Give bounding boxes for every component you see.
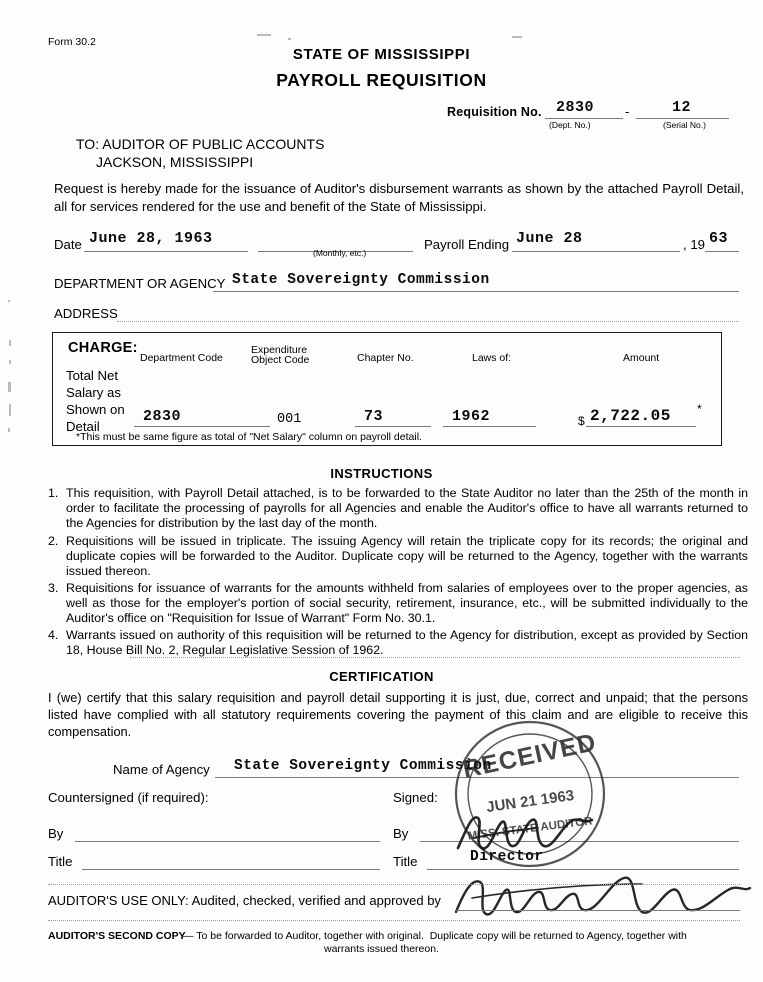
charge-rule-laws-of bbox=[443, 426, 536, 427]
scan-speck bbox=[288, 38, 291, 40]
agency-name-rule bbox=[215, 777, 739, 778]
charge-rule-amount bbox=[586, 426, 696, 427]
column-header-amount: Amount bbox=[623, 352, 660, 364]
charge-value-amount: 2,722.05 bbox=[590, 407, 671, 425]
instruction-text: Warrants issued on authority of this requisition will be returned to the Agency for distribution, except as provided by Section 18, House Bill No. 2, Regular Legislative Session of 1962. bbox=[66, 628, 748, 658]
payroll-ending-rule bbox=[512, 251, 680, 252]
scan-speck bbox=[8, 300, 10, 302]
scan-speck bbox=[512, 36, 522, 38]
scan-speck bbox=[8, 382, 11, 392]
instruction-item bbox=[48, 534, 748, 580]
instruction-number: 2. bbox=[48, 534, 59, 548]
title-label-left: Title bbox=[48, 854, 73, 869]
instruction-item bbox=[48, 628, 748, 658]
title-rule-left bbox=[82, 869, 380, 870]
requisition-dept-rule bbox=[545, 118, 623, 119]
dollar-sign: $ bbox=[578, 414, 585, 428]
scan-speck bbox=[9, 360, 11, 364]
instruction-text: Requisitions will be issued in triplicate. The issuing Agency will retain the triplicate copy for its records; the original and duplicate copies will be forwarded to the Auditor. Duplicate copy will be returned to the Agency, together with the warrants issued thereon. bbox=[66, 534, 748, 579]
date-value: June 28, 1963 bbox=[89, 230, 213, 247]
auditor-second-copy-text: — To be forwarded to Auditor, together with original. Duplicate copy will be returned to Agency, together with bbox=[183, 930, 687, 942]
title-label-right: Title bbox=[393, 854, 418, 869]
by-label-right: By bbox=[393, 826, 409, 841]
scan-speck bbox=[257, 34, 271, 36]
auditor-top-divider bbox=[48, 884, 740, 885]
addressee-line-1: TO: AUDITOR OF PUBLIC ACCOUNTS bbox=[76, 136, 325, 152]
instruction-item bbox=[48, 581, 748, 627]
instruction-item bbox=[48, 486, 748, 532]
requisition-serial-no: 12 bbox=[672, 99, 692, 116]
department-rule bbox=[213, 291, 739, 292]
by-rule-left bbox=[75, 841, 380, 842]
amount-asterisk: * bbox=[697, 402, 702, 416]
svg-text:JUN 21 1963: JUN 21 1963 bbox=[485, 786, 576, 817]
charge-box bbox=[52, 332, 722, 446]
scan-speck bbox=[9, 340, 11, 346]
instruction-number: 1. bbox=[48, 486, 59, 500]
charge-rule-department-code bbox=[134, 426, 270, 427]
year-rule bbox=[705, 251, 739, 252]
charge-stub-line-4: Detail bbox=[66, 419, 100, 434]
column-header-chapter-no: Chapter No. bbox=[357, 352, 414, 364]
auditor-use-only-label: AUDITOR'S USE ONLY: Audited, checked, verified and approved by bbox=[48, 893, 441, 908]
by-rule-right bbox=[420, 841, 739, 842]
signed-label: Signed: bbox=[393, 790, 438, 805]
date-label: Date bbox=[54, 237, 82, 252]
auditor-second-copy-label: AUDITOR'S SECOND COPY bbox=[48, 930, 186, 942]
scan-speck bbox=[8, 428, 10, 432]
received-stamp-icon bbox=[452, 718, 608, 870]
monthly-sublabel: (Monthly, etc.) bbox=[313, 248, 367, 258]
svg-text:RECEIVED: RECEIVED bbox=[460, 728, 599, 784]
column-header-expenditure-line-2: Object Code bbox=[251, 354, 310, 366]
auditor-bottom-divider bbox=[48, 920, 740, 921]
charge-rule-chapter-no bbox=[355, 426, 431, 427]
auditor-approved-rule bbox=[455, 910, 740, 911]
requisition-dept-no: 2830 bbox=[556, 99, 595, 116]
instruction-text: Requisitions for issuance of warrants for the amounts withheld from salaries of employees over to the proper agencies, as well as those for the employer's portion of social security, retirement, insurance, etc., will be submitted individually to the Auditor's office on "Requisition for Issue of Warrant" Form No. 30.1. bbox=[66, 581, 748, 626]
certification-paragraph: I (we) certify that this salary requisition and payroll detail supporting it is just, due, correct and unpaid; that the persons listed have complied with all statutory requirements covering the payment of this claim and are eligible to receive this compensation. bbox=[48, 690, 748, 739]
instruction-text: This requisition, with Payroll Detail attached, is to be forwarded to the State Auditor no later than the 25th of the month in order to facilitate the processing of payrolls for all Agencies and enable the Auditor's office to have all warrants returned to the Agencies for distribution by the last day of the month. bbox=[66, 486, 748, 531]
column-header-laws-of: Laws of: bbox=[472, 352, 512, 364]
title-rule-right bbox=[427, 869, 739, 870]
department-label: DEPARTMENT OR AGENCY bbox=[54, 276, 226, 291]
requisition-serial-sublabel: (Serial No.) bbox=[663, 120, 706, 130]
addressee-line-2: JACKSON, MISSISSIPPI bbox=[96, 154, 254, 170]
charge-footnote: *This must be same figure as total of "Net Salary" column on payroll detail. bbox=[76, 431, 422, 443]
agency-name-value: State Sovereignty Commission bbox=[234, 758, 492, 774]
auditor-second-copy-text-line-2: warrants issued thereon. bbox=[324, 943, 439, 955]
instructions-heading: INSTRUCTIONS bbox=[330, 466, 433, 481]
requisition-dash: - bbox=[625, 104, 630, 119]
payroll-ending-value: June 28 bbox=[516, 230, 583, 247]
instruction-number: 4. bbox=[48, 628, 59, 642]
department-value: State Sovereignty Commission bbox=[232, 272, 490, 288]
requisition-dept-sublabel: (Dept. No.) bbox=[549, 120, 591, 130]
charge-value-laws-of: 1962 bbox=[452, 408, 491, 425]
requisition-serial-rule bbox=[636, 118, 729, 119]
form-number: Form 30.2 bbox=[48, 36, 96, 48]
charge-stub-line-3: Shown on bbox=[66, 402, 125, 417]
year-value: 63 bbox=[709, 230, 729, 247]
column-header-department-code: Department Code bbox=[140, 352, 223, 364]
requisition-label: Requisition No. bbox=[447, 105, 542, 119]
certification-heading: CERTIFICATION bbox=[329, 669, 434, 684]
address-rule bbox=[117, 321, 739, 322]
scan-speck bbox=[9, 404, 11, 416]
address-label: ADDRESS bbox=[54, 306, 118, 321]
agency-name-label: Name of Agency bbox=[113, 762, 210, 777]
instruction-number: 3. bbox=[48, 581, 59, 595]
charge-stub-line-2: Salary as bbox=[66, 385, 121, 400]
page-title: PAYROLL REQUISITION bbox=[276, 70, 487, 90]
state-heading: STATE OF MISSISSIPPI bbox=[292, 46, 471, 63]
request-paragraph: Request is hereby made for the issuance of Auditor's disbursement warrants as shown by the attached Payroll Detail, all for services rendered for the use and benefit of the State of Mississippi. bbox=[54, 181, 744, 214]
year-label: , 19 bbox=[683, 237, 705, 252]
auditor-signature-ink bbox=[452, 872, 752, 924]
date-rule bbox=[84, 251, 248, 252]
svg-text:MISS. STATE AUDITOR: MISS. STATE AUDITOR bbox=[467, 815, 594, 843]
by-label-left: By bbox=[48, 826, 64, 841]
charge-value-chapter-no: 73 bbox=[364, 408, 384, 425]
charge-stub-line-1: Total Net bbox=[66, 368, 119, 383]
charge-value-expenditure-object-code: 001 bbox=[277, 412, 302, 427]
countersigned-label: Countersigned (if required): bbox=[48, 790, 209, 805]
charge-value-department-code: 2830 bbox=[143, 408, 182, 425]
charge-title: CHARGE: bbox=[68, 340, 138, 356]
instructions-divider bbox=[130, 657, 740, 658]
title-value-director: Director bbox=[470, 849, 544, 865]
payroll-ending-label: Payroll Ending bbox=[424, 237, 510, 252]
column-header-expenditure-line-1: Expenditure bbox=[251, 344, 308, 356]
